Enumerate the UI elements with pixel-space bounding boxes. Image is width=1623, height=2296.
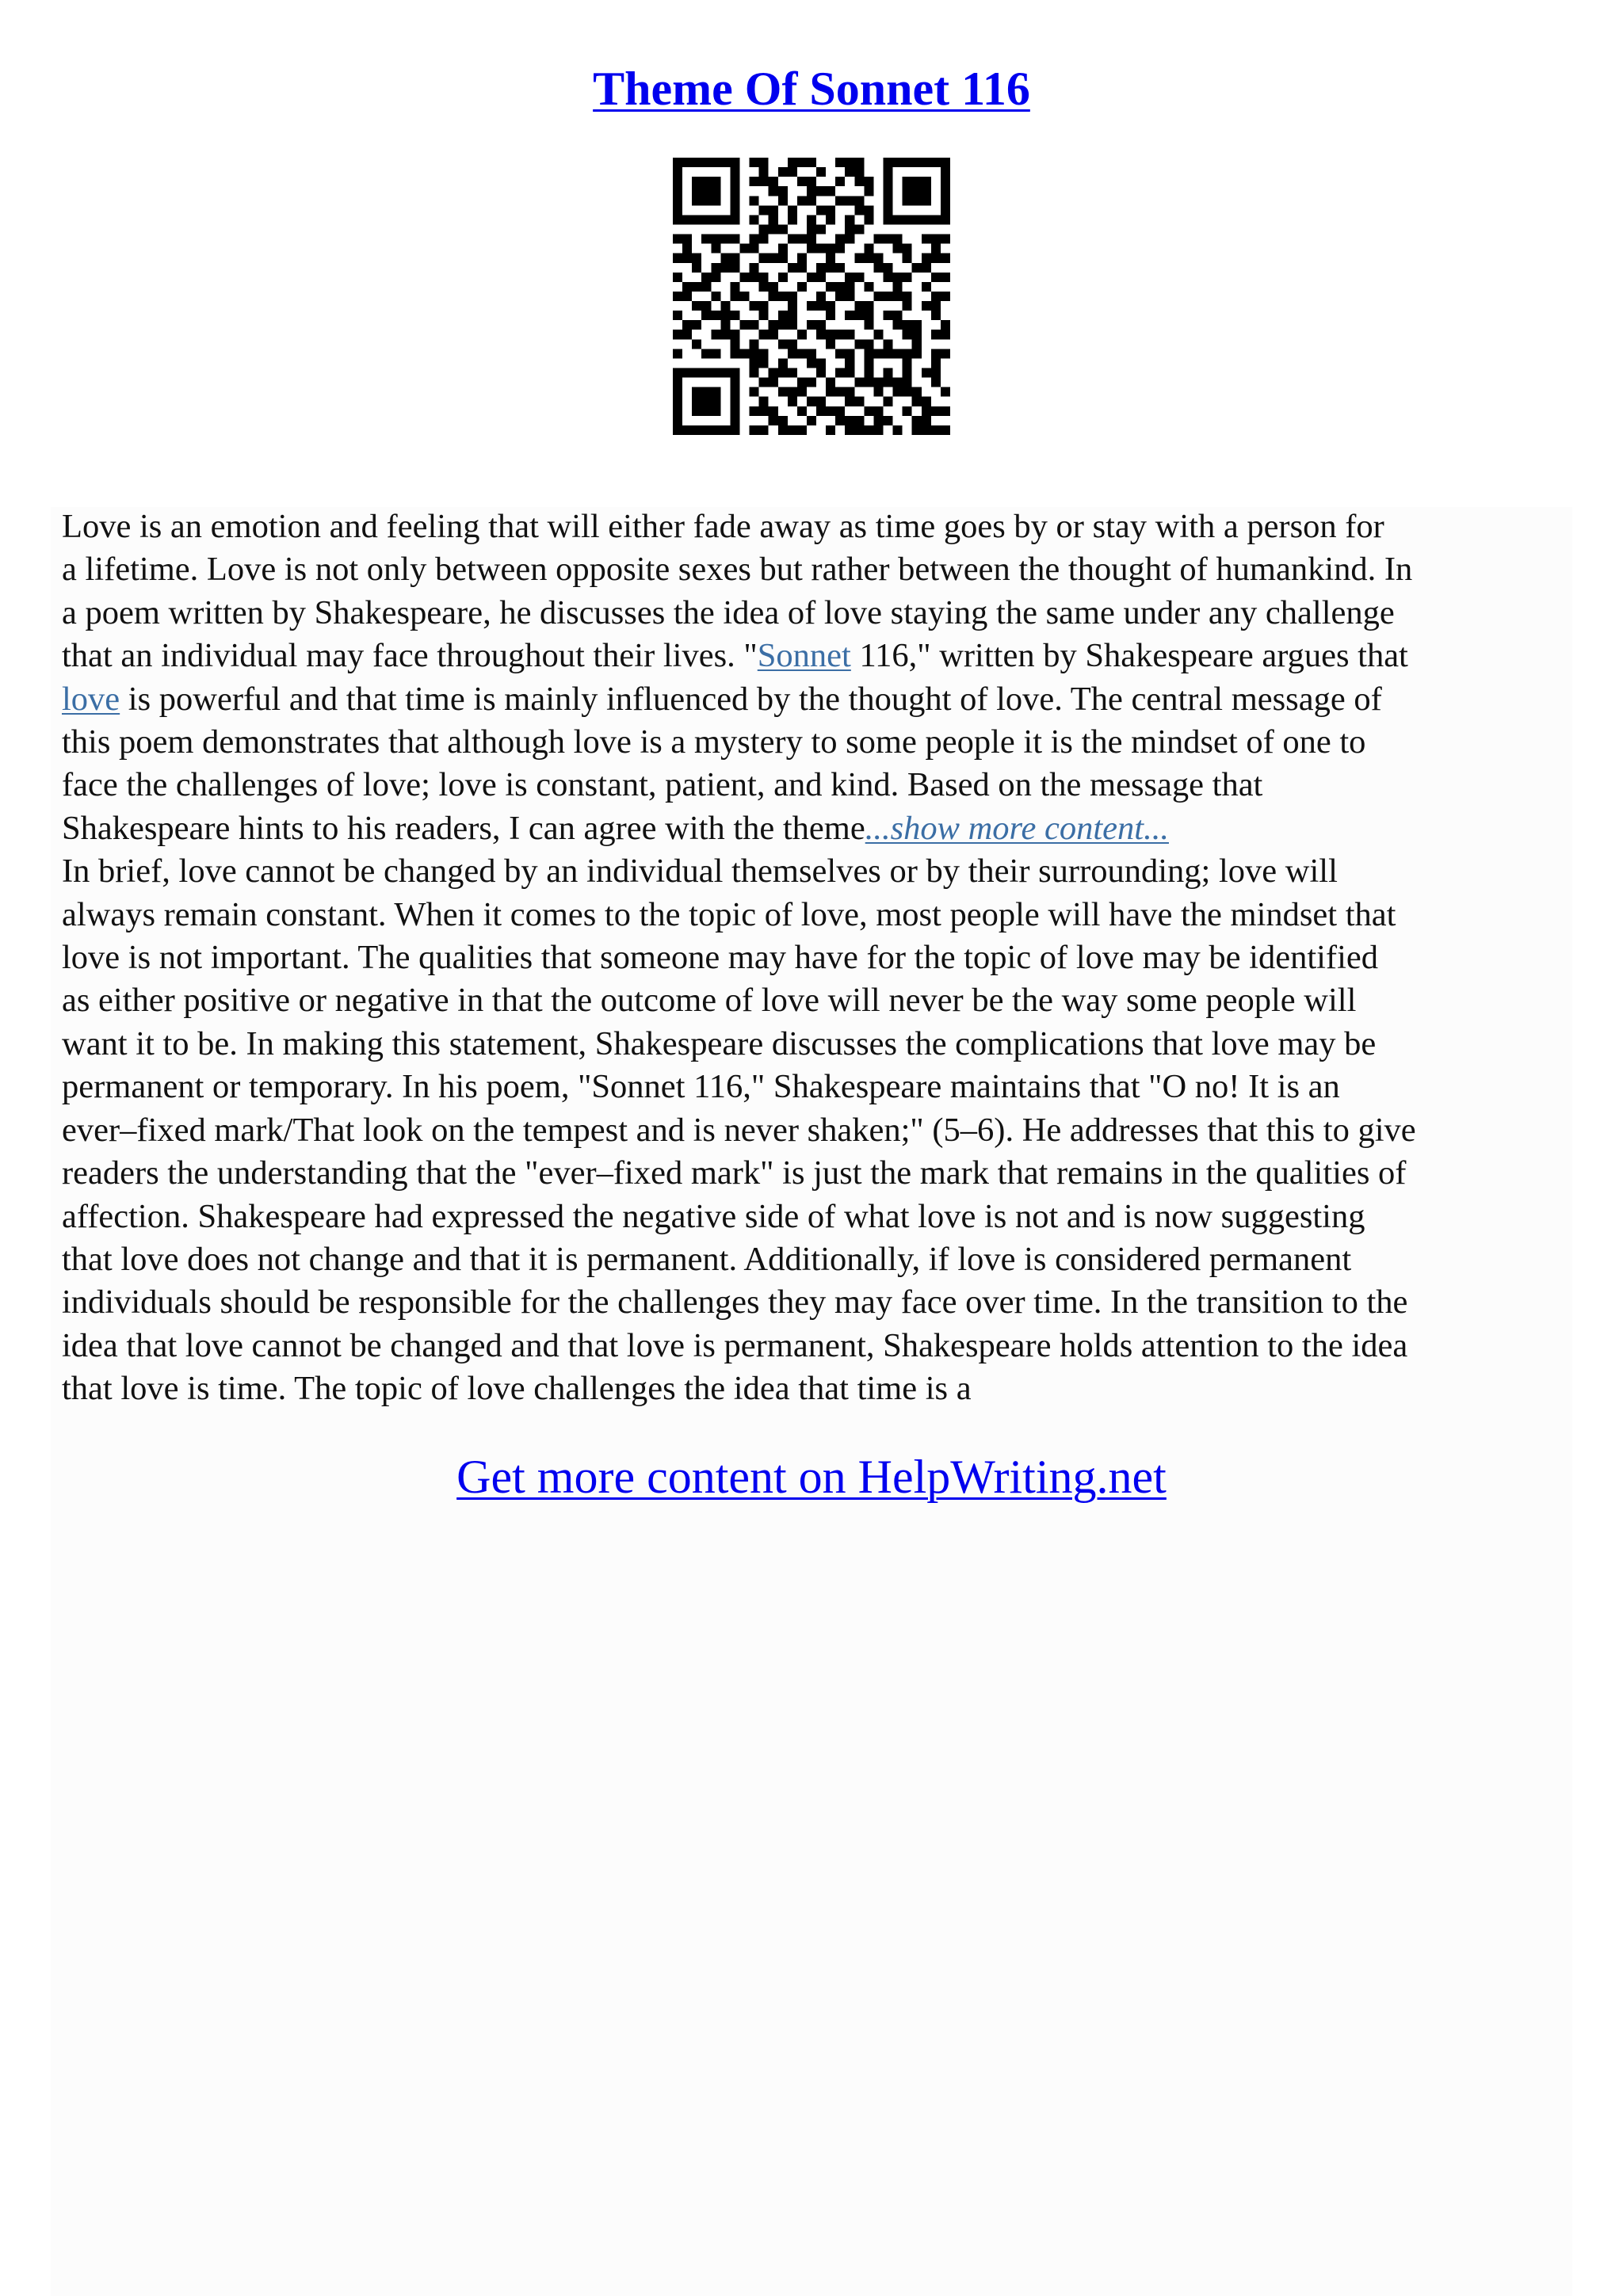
essay-text: 116," written by Shakespeare argues that bbox=[850, 637, 1408, 675]
essay-text: Shakespeare hints to his readers, I can agree with the theme bbox=[62, 809, 865, 847]
essay-text: that an individual may face throughout their lives. " bbox=[62, 637, 758, 675]
essay-line: this poem demonstrates that although love is a mystery to some people it is the mindset of one to bbox=[62, 723, 1366, 761]
essay-line: In brief, love cannot be changed by an individual themselves or by their surrounding; love will bbox=[62, 852, 1338, 891]
essay-line: a poem written by Shakespeare, he discusses the idea of love staying the same under any challenge bbox=[62, 593, 1395, 631]
sonnet-link[interactable]: Sonnet bbox=[757, 637, 851, 675]
essay-line: individuals should be responsible for the challenges they may face over time. In the transition to the bbox=[62, 1283, 1408, 1322]
essay-line bbox=[62, 807, 1568, 850]
essay-line bbox=[62, 678, 1568, 721]
essay-line: love is not important. The qualities that someone may have for the topic of love may be identified bbox=[62, 939, 1379, 977]
essay-line: that love is time. The topic of love challenges the idea that time is a bbox=[62, 1370, 972, 1408]
essay-line: readers the understanding that the "ever–fixed mark" is just the mark that remains in the qualities of bbox=[62, 1154, 1407, 1192]
essay-line bbox=[62, 635, 1568, 677]
love-link[interactable]: love bbox=[62, 680, 120, 718]
essay-line: that love does not change and that it is permanent. Additionally, if love is considered permanent bbox=[62, 1240, 1352, 1278]
show-more-link[interactable]: ...show more content... bbox=[865, 809, 1169, 847]
get-more-content-link[interactable]: Get more content on HelpWriting.net bbox=[456, 1451, 1167, 1503]
essay-line: ever–fixed mark/That look on the tempest and is never shaken;" (5–6). He addresses that this to give bbox=[62, 1111, 1416, 1149]
essay-line: always remain constant. When it comes to the topic of love, most people will have the mindset that bbox=[62, 895, 1396, 933]
essay-line: face the challenges of love; love is constant, patient, and kind. Based on the message that bbox=[62, 766, 1263, 804]
essay-line: Love is an emotion and feeling that will either fade away as time goes by or stay with a person for bbox=[62, 508, 1384, 545]
essay-line: permanent or temporary. In his poem, "Sonnet 116," Shakespeare maintains that "O no! It is an bbox=[62, 1068, 1340, 1106]
page-title[interactable]: Theme Of Sonnet 116 bbox=[593, 63, 1030, 115]
essay-line: want it to be. In making this statement, Shakespeare discusses the complications that love may be bbox=[62, 1024, 1377, 1062]
essay-text: is powerful and that time is mainly influenced by the thought of love. The central message of bbox=[120, 680, 1382, 718]
essay-line: idea that love cannot be changed and that love is permanent, Shakespeare holds attention to the idea bbox=[62, 1326, 1408, 1364]
essay-line: as either positive or negative in that the outcome of love will never be the way some people will bbox=[62, 982, 1357, 1020]
qr-code-icon bbox=[673, 158, 950, 435]
essay-line: affection. Shakespeare had expressed the negative side of what love is not and is now suggesting bbox=[62, 1197, 1365, 1235]
essay-body bbox=[62, 505, 1568, 1411]
essay-line: a lifetime. Love is not only between opposite sexes but rather between the thought of humankind. In bbox=[62, 551, 1413, 589]
